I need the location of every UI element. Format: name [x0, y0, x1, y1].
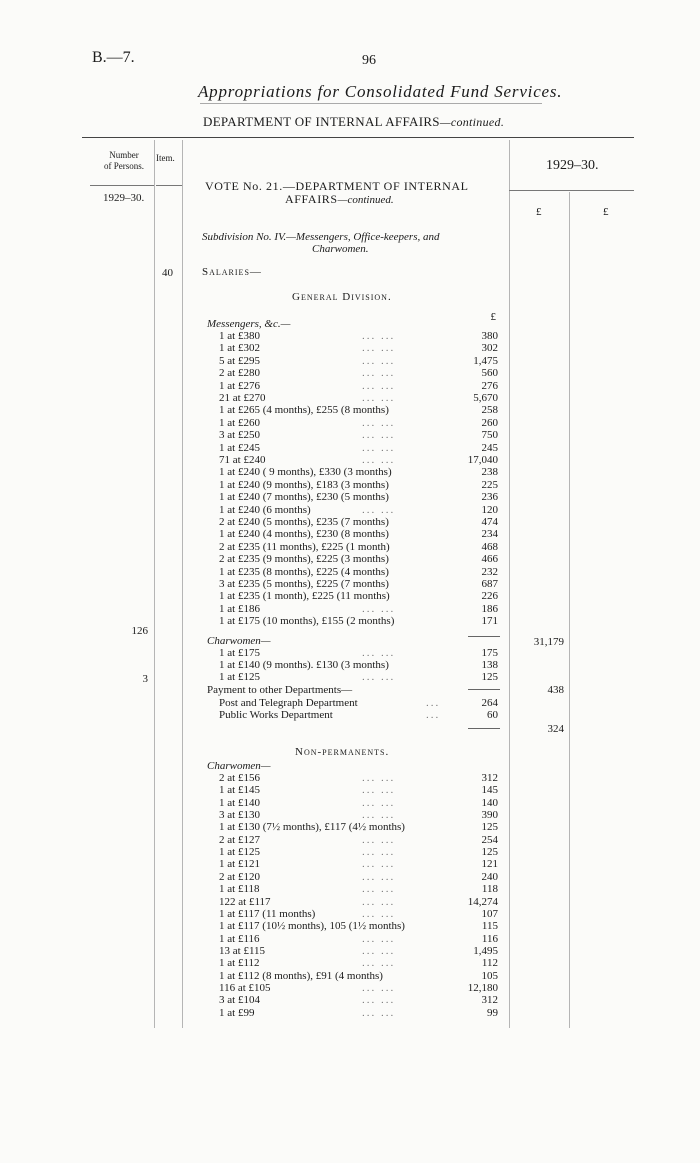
subdivision-line2: Charwomen.	[312, 243, 369, 255]
row-amount: 468	[481, 540, 498, 553]
persons-column-border	[154, 140, 155, 1028]
row-leader-dots: ... ...	[362, 503, 396, 516]
row-amount: 312	[481, 994, 498, 1007]
row-amount: 240	[481, 870, 498, 883]
row-leader-dots: ... ...	[362, 883, 396, 896]
row-amount: 99	[487, 1006, 498, 1019]
amount-pound-1: £	[536, 206, 542, 218]
row-label: 2 at £156	[219, 772, 260, 784]
row-label: 1 at £380	[219, 330, 260, 342]
row-label: 1 at £140 (9 months). £130 (3 months)	[219, 659, 389, 671]
messengers-total: 31,179	[533, 636, 564, 648]
persons-header-rule	[90, 185, 154, 186]
row-leader-dots: ...	[426, 709, 441, 721]
payment-total: 324	[547, 723, 564, 735]
row-label: 1 at £240 (9 months), £183 (3 months)	[219, 478, 389, 491]
vote-title-continued: —continued.	[337, 194, 394, 206]
row-label: Post and Telegraph Department	[219, 697, 358, 709]
row-label: 2 at £127	[219, 833, 260, 846]
row-amount: 12,180	[467, 981, 498, 994]
page-title: Appropriations for Consolidated Fund Services.	[198, 82, 563, 101]
vote-title-affairs: AFFAIRS	[285, 192, 338, 206]
row-amount: 125	[481, 821, 498, 834]
row-label: 13 at £115	[219, 944, 266, 957]
row-leader-dots: ... ...	[362, 907, 396, 920]
row-amount: 1,495	[473, 944, 498, 957]
row-label: 122 at £117	[219, 895, 271, 908]
row-label: 2 at £120	[219, 870, 260, 883]
row-leader-dots: ... ...	[362, 846, 396, 859]
vote-title-line1: VOTE No. 21.—DEPARTMENT OF INTERNAL	[205, 179, 469, 193]
row-label: 1 at £121	[219, 858, 260, 871]
row-leader-dots: ... ...	[362, 602, 396, 615]
header-top-rule	[82, 137, 634, 138]
row-label: 1 at £240 (4 months), £230 (8 months)	[219, 528, 389, 541]
row-amount: 238	[481, 466, 498, 479]
row-label: 1 at £117 (11 months)	[219, 907, 316, 920]
row-amount: 245	[481, 441, 498, 454]
row-leader-dots: ... ...	[362, 957, 396, 970]
row-amount: 225	[481, 478, 498, 491]
row-amount: 120	[481, 503, 498, 516]
row-label: 71 at £240	[219, 454, 266, 466]
row-amount: 125	[481, 846, 498, 859]
row-amount: 17,040	[467, 454, 498, 466]
row-leader-dots: ... ...	[362, 858, 396, 871]
row-label: 1 at £175 (10 months), £155 (2 months)	[219, 615, 395, 628]
vote-title-line2	[285, 192, 394, 207]
row-label: 1 at £240 ( 9 months), £330 (3 months)	[219, 466, 392, 479]
row-amount: 116	[481, 932, 498, 945]
row-amount: 260	[481, 416, 498, 429]
row-label: 2 at £235 (11 months), £225 (1 month)	[219, 540, 390, 553]
row-amount: 1,475	[473, 354, 498, 367]
row-leader-dots: ... ...	[362, 870, 396, 883]
row-amount: 121	[481, 858, 498, 871]
subdivision-line1: Subdivision No. IV.—Messengers, Office-keepers, and	[202, 231, 440, 243]
row-leader-dots: ... ...	[362, 441, 396, 454]
row-label: 1 at £140	[219, 796, 260, 809]
row-label: 1 at £112	[219, 957, 260, 970]
row-label: 1 at £116	[219, 932, 260, 945]
department-continued: —continued.	[439, 115, 505, 129]
row-label: 116 at £105	[219, 981, 271, 994]
row-label: 1 at £235 (8 months), £225 (4 months)	[219, 565, 389, 578]
row-leader-dots: ... ...	[362, 796, 396, 809]
row-amount: 107	[481, 907, 498, 920]
row-amount: 264	[481, 697, 498, 709]
row-leader-dots: ... ...	[362, 367, 396, 380]
row-amount: 276	[481, 379, 498, 392]
row-leader-dots: ... ...	[362, 944, 396, 957]
row-label: 1 at £240 (6 months)	[219, 503, 311, 516]
row-label: 3 at £235 (5 months), £225 (7 months)	[219, 578, 389, 590]
row-label: 1 at £125	[219, 671, 260, 683]
row-amount: 175	[481, 647, 498, 659]
row-label: 1 at £302	[219, 342, 260, 355]
row-amount: 186	[481, 602, 498, 615]
messengers-persons: 126	[131, 625, 148, 637]
row-amount: 390	[481, 809, 498, 822]
row-label: Public Works Department	[219, 709, 333, 721]
row-amount: 232	[481, 565, 498, 578]
persons-column-header	[98, 150, 150, 172]
row-amount: 380	[481, 330, 498, 342]
row-label: 3 at £130	[219, 809, 260, 822]
row-leader-dots: ... ...	[362, 354, 396, 367]
row-amount: 466	[481, 553, 498, 566]
row-amount: 5,670	[473, 392, 498, 404]
row-amount: 750	[481, 429, 498, 442]
charwomen-heading: Charwomen—	[207, 635, 271, 647]
row-leader-dots: ...	[426, 697, 441, 709]
row-label: 1 at £117 (10½ months), 105 (1½ months)	[219, 920, 405, 933]
row-amount: 254	[481, 833, 498, 846]
row-amount: 125	[481, 671, 498, 683]
row-label: 1 at £276	[219, 379, 260, 392]
row-label: 5 at £295	[219, 354, 260, 367]
department-name: DEPARTMENT OF INTERNAL AFFAIRS	[203, 114, 440, 129]
row-amount: 236	[481, 491, 498, 504]
row-amount: 234	[481, 528, 498, 541]
row-amount: 112	[481, 957, 498, 970]
row-leader-dots: ... ...	[362, 379, 396, 392]
charwomen-total: 438	[547, 684, 564, 696]
row-leader-dots: ... ...	[362, 809, 396, 822]
row-label: 3 at £104	[219, 994, 260, 1007]
row-leader-dots: ... ...	[362, 429, 396, 442]
amount-pound-2: £	[603, 206, 609, 218]
row-leader-dots: ... ...	[362, 1006, 396, 1019]
payment-heading: Payment to other Departments—	[207, 684, 353, 696]
row-label: 1 at £175	[219, 647, 260, 659]
row-label: 1 at £235 (1 month), £225 (11 months)	[219, 590, 390, 603]
item-column-border	[182, 140, 183, 1028]
item-column-header: Item.	[156, 153, 175, 163]
charwomen-total-rule	[468, 689, 500, 690]
row-amount: 138	[481, 659, 498, 671]
general-division-heading: General Division.	[292, 291, 392, 303]
row-leader-dots: ... ...	[362, 895, 396, 908]
messengers-heading: Messengers, &c.—	[207, 318, 291, 330]
row-label: 1 at £112 (8 months), £91 (4 months)	[219, 969, 383, 982]
row-leader-dots: ... ...	[362, 647, 396, 659]
payment-total-rule	[468, 728, 500, 729]
amount-year: 1929–30.	[546, 158, 599, 173]
amount-inner-border	[569, 192, 570, 1028]
row-label: 1 at £145	[219, 784, 260, 797]
department-heading	[203, 114, 504, 130]
row-amount: 474	[481, 516, 498, 528]
row-label: 1 at £118	[219, 883, 260, 896]
row-leader-dots: ... ...	[362, 671, 396, 683]
charwomen-np-heading: Charwomen—	[207, 760, 271, 772]
row-label: 2 at £240 (5 months), £235 (7 months)	[219, 516, 389, 528]
amount-header-rule	[509, 190, 634, 191]
row-amount: 687	[481, 578, 498, 590]
row-amount: 302	[481, 342, 498, 355]
persons-year: 1929–30.	[103, 192, 145, 204]
row-leader-dots: ... ...	[362, 772, 396, 784]
persons-header-line1: Number	[109, 150, 139, 160]
row-label: 21 at £270	[219, 392, 266, 404]
row-amount: 145	[481, 784, 498, 797]
row-label: 1 at £130 (7½ months), £117 (4½ months)	[219, 821, 405, 834]
row-amount: 312	[481, 772, 498, 784]
row-label: 1 at £260	[219, 416, 260, 429]
row-label: 2 at £235 (9 months), £225 (3 months)	[219, 553, 389, 566]
row-label: 1 at £186	[219, 602, 260, 615]
row-label: 2 at £280	[219, 367, 260, 380]
pound-column-header: £	[490, 311, 496, 323]
row-amount: 115	[481, 920, 498, 933]
amount-column-border	[509, 140, 510, 1028]
row-amount: 560	[481, 367, 498, 380]
page-reference: B.—7.	[92, 49, 135, 66]
row-leader-dots: ... ...	[362, 416, 396, 429]
row-amount: 105	[481, 969, 498, 982]
salaries-heading: Salaries—	[202, 266, 262, 278]
row-leader-dots: ... ...	[362, 342, 396, 355]
row-label: 1 at £265 (4 months), £255 (8 months)	[219, 404, 389, 417]
row-leader-dots: ... ...	[362, 833, 396, 846]
row-amount: 60	[487, 709, 498, 721]
row-label: 1 at £240 (7 months), £230 (5 months)	[219, 491, 389, 504]
item-number: 40	[162, 267, 173, 279]
row-amount: 140	[481, 796, 498, 809]
messengers-total-rule	[468, 636, 500, 637]
persons-header-line2: of Persons.	[104, 161, 144, 171]
row-label: 1 at £125	[219, 846, 260, 859]
row-amount: 226	[481, 590, 498, 603]
row-label: 3 at £250	[219, 429, 260, 442]
row-leader-dots: ... ...	[362, 330, 396, 342]
row-amount: 258	[481, 404, 498, 417]
row-label: 1 at £99	[219, 1006, 255, 1019]
page-number: 96	[362, 53, 376, 68]
row-label: 1 at £245	[219, 441, 260, 454]
item-header-rule	[156, 185, 182, 186]
title-rule	[200, 103, 542, 104]
row-leader-dots: ... ...	[362, 392, 396, 404]
non-permanents-heading: Non-permanents.	[295, 746, 390, 758]
row-leader-dots: ... ...	[362, 454, 396, 466]
row-leader-dots: ... ...	[362, 994, 396, 1007]
row-amount: 118	[481, 883, 498, 896]
row-leader-dots: ... ...	[362, 784, 396, 797]
charwomen-persons: 3	[142, 673, 148, 685]
row-leader-dots: ... ...	[362, 981, 396, 994]
row-leader-dots: ... ...	[362, 932, 396, 945]
row-amount: 171	[481, 615, 498, 628]
row-amount: 14,274	[467, 895, 498, 908]
